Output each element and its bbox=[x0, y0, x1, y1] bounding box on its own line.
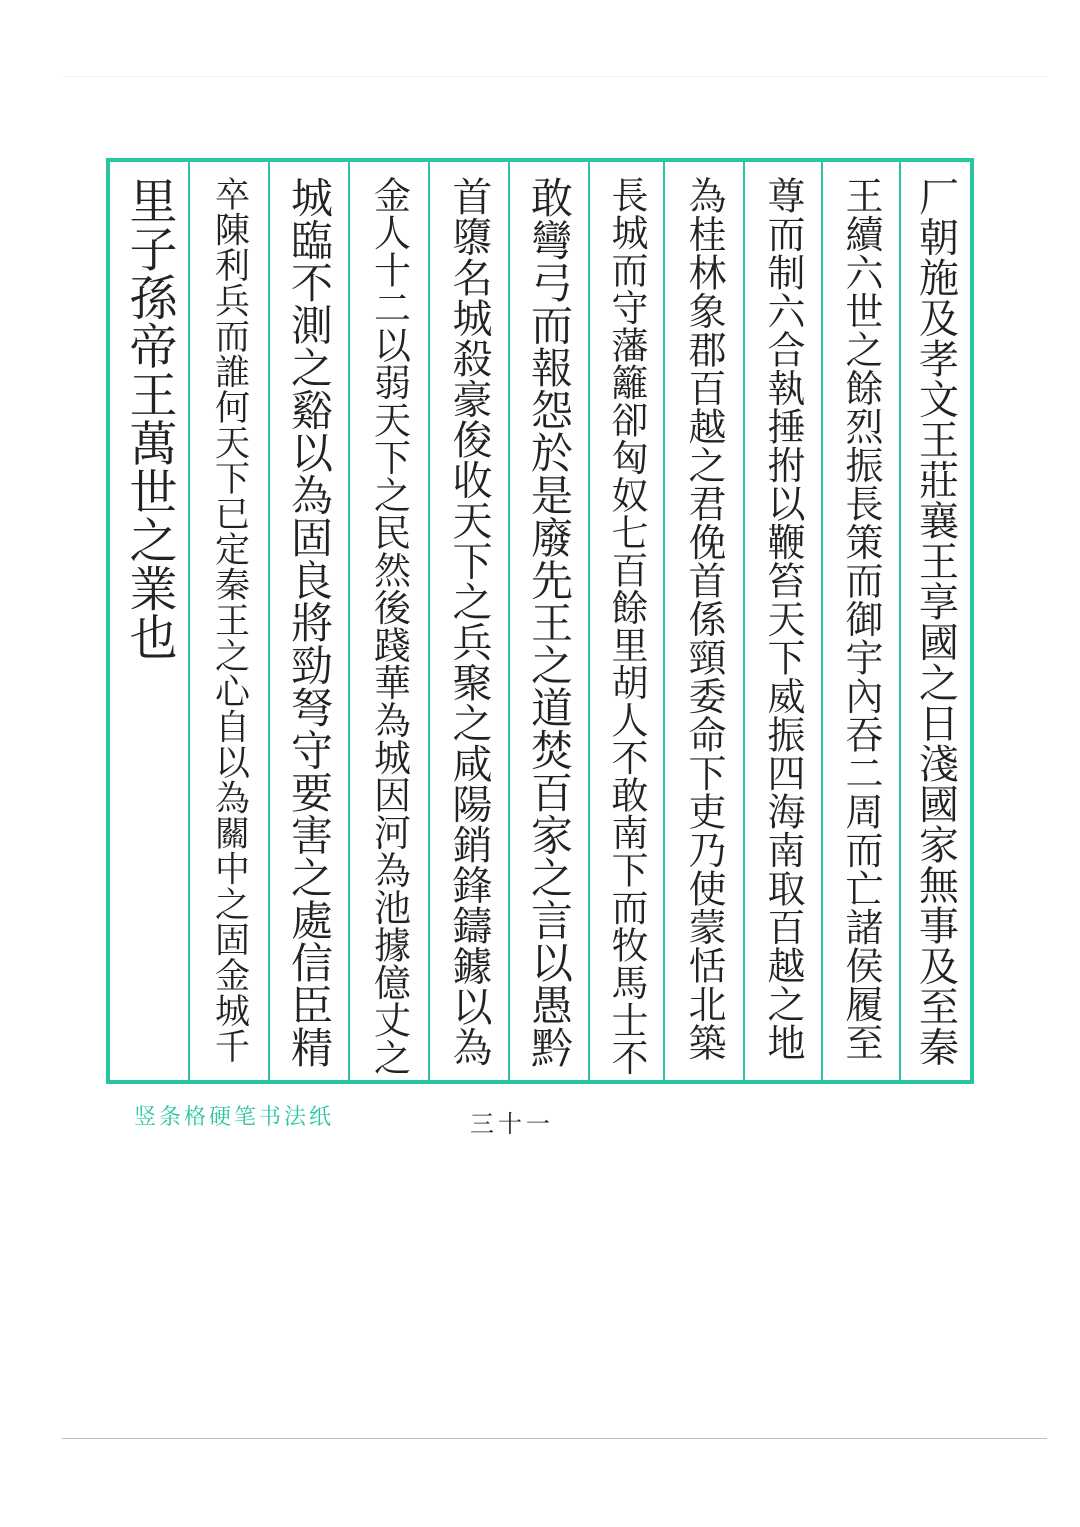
page-number: 三十一 bbox=[470, 1110, 554, 1138]
text-column-3 bbox=[745, 162, 823, 1080]
text-column-7 bbox=[430, 162, 510, 1080]
text-column-11 bbox=[110, 162, 190, 1080]
text-column-8 bbox=[350, 162, 430, 1080]
bottom-divider-line bbox=[62, 1438, 1047, 1439]
column-text: 卒陳利兵而誰何天下已定秦王之心自以為關中之固金城千 bbox=[209, 176, 250, 1064]
column-text: 厂朝施及孝文王莊襄王享國之日淺國家無事及至秦 bbox=[912, 176, 959, 1067]
text-column-9 bbox=[270, 162, 350, 1080]
text-column-2 bbox=[823, 162, 901, 1080]
top-divider-line bbox=[62, 76, 1047, 77]
column-text: 里子孫帝王萬世之業也 bbox=[121, 176, 177, 661]
column-text: 為桂林象郡百越之君俛首係頸委命下吏乃使蒙恬北築 bbox=[682, 176, 726, 1062]
column-text: 敢彎弓而報怨於是廢先王之道焚百家之言以愚黔 bbox=[525, 176, 574, 1069]
text-column-6 bbox=[510, 162, 590, 1080]
column-text: 尊而制六合執捶拊以鞭笞天下威振四海南取百越之地 bbox=[761, 176, 805, 1062]
column-text: 王續六世之餘烈振長策而御宇內吞二周而亡諸侯履至 bbox=[839, 176, 883, 1062]
column-text: 金人十二以弱天下之民然後踐華為城因河為池據億丈之 bbox=[367, 176, 411, 1076]
column-text: 城臨不測之谿以為固良將勁弩守要害之處信臣精 bbox=[285, 176, 334, 1069]
paper-type-label: 竖条格硬笔书法纸 bbox=[134, 1105, 335, 1130]
column-text: 首隳名城殺豪俊收天下之兵聚之咸陽銷鋒鑄鐻以為 bbox=[446, 176, 492, 1067]
text-column-10 bbox=[190, 162, 270, 1080]
column-text: 長城而守藩籬卻匈奴七百餘里胡人不敢南下而牧馬士不 bbox=[605, 176, 648, 1076]
text-column-1 bbox=[901, 162, 970, 1080]
text-column-4 bbox=[665, 162, 745, 1080]
vertical-grid-frame bbox=[106, 158, 974, 1084]
text-column-5 bbox=[590, 162, 665, 1080]
